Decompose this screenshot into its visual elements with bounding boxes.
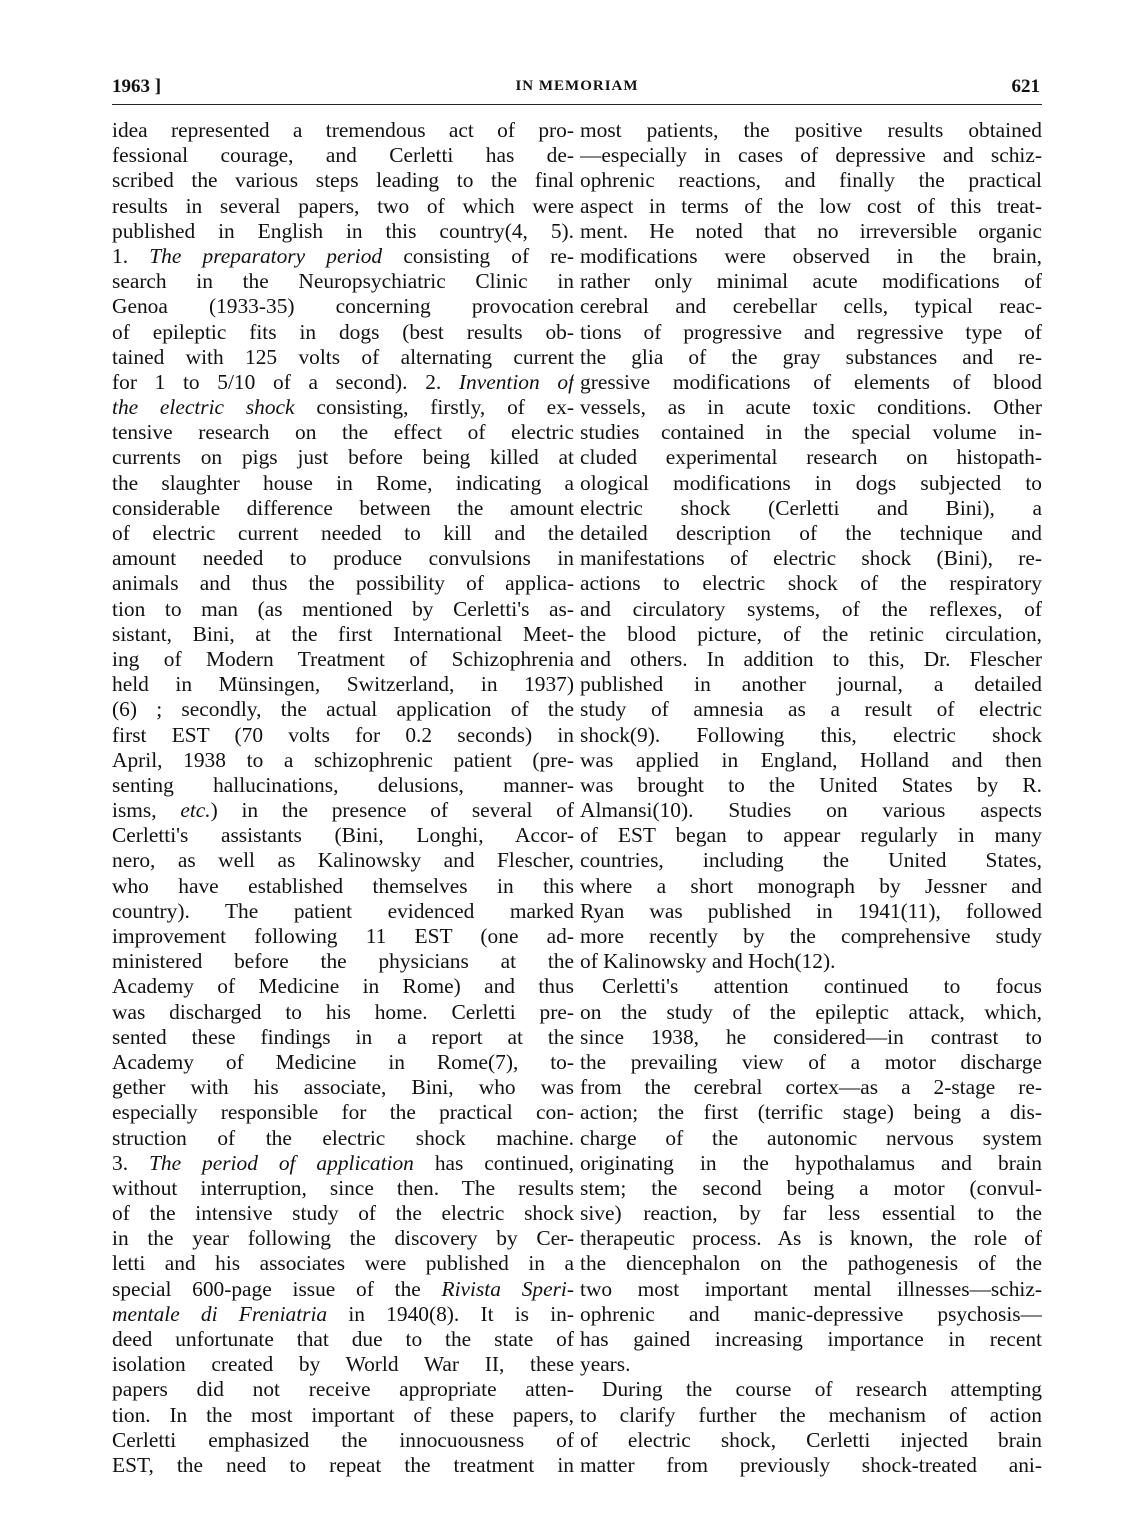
text-segment: for 1 to 5/10 of a second). 2. [112, 369, 459, 394]
text-line [580, 697, 1042, 722]
text-line [580, 1050, 1042, 1075]
text-segment: on the study of the epileptic attack, which, [580, 999, 1042, 1024]
text-line [112, 622, 574, 647]
text-segment: electric shock (Cerletti and Bini), a [580, 495, 1042, 520]
left-column [112, 118, 574, 1478]
text-line [112, 1251, 574, 1276]
text-line [112, 1226, 574, 1251]
text-segment: considerable difference between the amount [112, 495, 574, 520]
text-segment: cerebral and cerebellar cells, typical reac- [580, 294, 1042, 319]
text-segment: more recently by the comprehensive study [580, 924, 1042, 948]
text-line [580, 370, 1042, 395]
text-segment: currents on pigs just before being killed at [112, 445, 574, 470]
text-segment: has continued, [413, 1150, 574, 1175]
text-segment: Genoa (1933-35) concerning provocation [112, 294, 574, 319]
text-line [580, 244, 1042, 269]
text-line [112, 1025, 574, 1050]
text-line [112, 320, 574, 345]
text-segment: to clarify further the mechanism of action [580, 1402, 1042, 1427]
text-segment: cluded experimental research on histopath- [580, 445, 1042, 470]
text-segment: matter from previously shock-treated ani- [580, 1452, 1042, 1477]
text-segment: consisting of re- [382, 243, 574, 268]
text-line [580, 546, 1042, 571]
text-segment: the slaughter house in Rome, indicating a [112, 470, 574, 495]
text-line [580, 1025, 1042, 1050]
text-line [112, 723, 574, 748]
text-segment: consisting, firstly, of ex- [294, 395, 574, 420]
text-line [580, 647, 1042, 672]
text-segment: actions to electric shock of the respiratory [580, 571, 1042, 596]
text-line [112, 748, 574, 773]
text-segment: ) in the presence of several of [210, 798, 574, 823]
text-segment: shock(9). Following this, electric shock [580, 722, 1042, 747]
text-segment: published in English in this country(4, 5). [112, 218, 574, 243]
text-line [580, 219, 1042, 244]
text-line [112, 647, 574, 672]
text-line [580, 168, 1042, 193]
text-line [112, 1428, 574, 1453]
text-line [580, 597, 1042, 622]
text-segment: 1. [112, 243, 150, 268]
text-segment: aspect in terms of the low cost of this treat- [580, 193, 1042, 218]
text-line [112, 798, 574, 823]
text-segment: the glia of the gray substances and re- [580, 344, 1042, 369]
text-line [580, 420, 1042, 445]
text-segment: Almansi(10). Studies on various aspects [580, 798, 1042, 823]
text-line [580, 1226, 1042, 1251]
text-segment: improvement following 11 EST (one ad- [112, 924, 574, 948]
text-segment: letti and his associates were published in a [112, 1251, 574, 1276]
text-segment: where a short monograph by Jessner and [580, 873, 1042, 898]
text-line [580, 345, 1042, 370]
text-segment: ological modifications in dogs subjected to [580, 470, 1042, 495]
text-line [112, 924, 574, 949]
text-line [580, 622, 1042, 647]
text-line [580, 445, 1042, 470]
text-segment: in the year following the discovery by Cer- [112, 1226, 574, 1251]
text-segment: rather only minimal acute modifications of [580, 269, 1042, 294]
text-segment: Cerletti's assistants (Bini, Longhi, Accor- [112, 823, 574, 848]
italic-text: Rivista Speri- [441, 1276, 574, 1301]
text-segment: animals and thus the possibility of applica- [112, 571, 574, 596]
text-line [580, 924, 1042, 949]
text-line [112, 118, 574, 143]
text-segment: isms, [112, 798, 181, 823]
text-line [112, 143, 574, 168]
text-line [112, 597, 574, 622]
text-segment: who have established themselves in this [112, 873, 574, 898]
text-line [580, 798, 1042, 823]
text-segment: struction of the electric shock machine. [112, 1125, 574, 1150]
text-line [112, 1050, 574, 1075]
text-segment: therapeutic process. As is known, the role of [580, 1226, 1042, 1251]
text-line [112, 471, 574, 496]
text-segment: manifestations of electric shock (Bini), re- [580, 546, 1042, 571]
text-line [580, 949, 1042, 974]
text-segment: sented these findings in a report at the [112, 1024, 574, 1049]
text-line [580, 118, 1042, 143]
text-segment: papers did not receive appropriate atten- [112, 1377, 574, 1402]
text-segment: ing of Modern Treatment of Schizophrenia [112, 646, 574, 671]
text-segment: of electric current needed to kill and the [112, 521, 574, 545]
text-segment: and others. In addition to this, Dr. Flescher [580, 646, 1042, 671]
text-segment: originating in the hypothalamus and brain [580, 1150, 1042, 1175]
text-line [580, 269, 1042, 294]
text-line [112, 672, 574, 697]
text-segment: Academy of Medicine in Rome(7), to- [112, 1049, 574, 1074]
text-line [580, 320, 1042, 345]
text-line [112, 1075, 574, 1100]
text-segment: sistant, Bini, at the first International Meet- [112, 621, 574, 646]
text-segment: ment. He noted that no irreversible organic [580, 218, 1042, 243]
text-segment: During the course of research attempting [602, 1377, 1042, 1402]
text-segment: modifications were observed in the brain, [580, 243, 1042, 268]
text-segment: nero, as well as Kalinowsky and Flescher, [112, 848, 574, 873]
text-line [112, 269, 574, 294]
text-line [580, 1302, 1042, 1327]
text-line [580, 194, 1042, 219]
text-line [580, 1453, 1042, 1478]
text-line [112, 1176, 574, 1201]
italic-text: The preparatory period [149, 243, 383, 268]
text-line [112, 370, 574, 395]
text-segment: Academy of Medicine in Rome) and thus [112, 974, 574, 999]
text-segment: study of amnesia as a result of electric [580, 697, 1042, 722]
text-segment: was brought to the United States by R. [580, 772, 1042, 797]
text-segment: the blood picture, of the retinic circulation, [580, 621, 1042, 646]
text-line [112, 823, 574, 848]
text-segment: gressive modifications of elements of blood [580, 369, 1042, 394]
text-line [112, 1327, 574, 1352]
text-segment: from the cerebral cortex—as a 2-stage re- [580, 1075, 1042, 1100]
text-segment: studies contained in the special volume in- [580, 420, 1042, 445]
text-line [112, 168, 574, 193]
text-segment: the prevailing view of a motor discharge [580, 1049, 1042, 1074]
text-line [580, 974, 1042, 999]
text-segment: tion. In the most important of these papers, [112, 1402, 574, 1427]
text-segment: ophrenic and manic-depressive psychosis— [580, 1301, 1042, 1326]
text-line [112, 848, 574, 873]
text-line [580, 848, 1042, 873]
text-segment: in 1940(8). It is in- [327, 1301, 574, 1326]
text-line [112, 1453, 574, 1478]
text-line [112, 874, 574, 899]
text-line [580, 1277, 1042, 1302]
text-segment: of electric shock, Cerletti injected brain [580, 1427, 1042, 1452]
text-line [112, 899, 574, 924]
text-line [112, 1000, 574, 1025]
italic-text: the electric shock [112, 395, 295, 420]
text-segment: of Kalinowsky and Hoch(12). [580, 949, 836, 974]
text-line [580, 899, 1042, 924]
text-segment: first EST (70 volts for 0.2 seconds) in [112, 722, 574, 747]
text-segment: special 600-page issue of the [112, 1276, 442, 1301]
text-line [580, 1377, 1042, 1402]
text-line [112, 1377, 574, 1402]
text-segment: held in Münsingen, Switzerland, in 1937) [112, 672, 574, 697]
text-segment: charge of the autonomic nervous system [580, 1125, 1042, 1150]
text-line [112, 546, 574, 571]
text-line [112, 1302, 574, 1327]
text-line [580, 1352, 1042, 1377]
text-segment: published in another journal, a detailed [580, 672, 1042, 697]
text-segment: Ryan was published in 1941(11), followed [580, 898, 1042, 923]
text-segment: of epileptic fits in dogs (best results ob- [112, 319, 574, 344]
text-line [112, 1126, 574, 1151]
text-segment: of EST began to appear regularly in many [580, 823, 1042, 848]
text-segment: search in the Neuropsychiatric Clinic in [112, 269, 574, 294]
text-segment: was applied in England, Holland and then [580, 747, 1042, 772]
page-number: 621 [1011, 76, 1040, 97]
text-line [580, 1201, 1042, 1226]
running-header [112, 76, 1042, 105]
italic-text: mentale di Freniatria [112, 1301, 328, 1326]
text-line [580, 1176, 1042, 1201]
text-segment: idea represented a tremendous act of pro- [112, 118, 574, 142]
text-segment: scribed the various steps leading to the final [112, 168, 574, 193]
text-line [580, 496, 1042, 521]
text-line [580, 1000, 1042, 1025]
text-segment: was discharged to his home. Cerletti pre- [112, 999, 574, 1024]
right-column [580, 118, 1042, 1478]
text-segment: senting hallucinations, delusions, manner- [112, 772, 574, 797]
text-segment: amount needed to produce convulsions in [112, 546, 574, 571]
italic-text: The period of application [149, 1150, 414, 1175]
text-line [112, 194, 574, 219]
text-line [580, 1403, 1042, 1428]
text-segment: and circulatory systems, of the reflexes, of [580, 596, 1042, 621]
text-segment: isolation created by World War II, these [112, 1352, 574, 1377]
text-line [580, 748, 1042, 773]
text-segment: sive) reaction, by far less essential to the [580, 1201, 1042, 1226]
text-segment: (6) ; secondly, the actual application of the [112, 697, 574, 722]
text-segment: has gained increasing importance in recent [580, 1327, 1042, 1351]
text-line [580, 874, 1042, 899]
text-segment: 3. [112, 1150, 149, 1175]
text-line [580, 1126, 1042, 1151]
text-segment: results in several papers, two of which were [112, 193, 574, 218]
text-line [580, 773, 1042, 798]
italic-text: Invention of [458, 369, 574, 394]
text-line [112, 521, 574, 546]
text-segment: especially responsible for the practical con- [112, 1100, 574, 1125]
text-segment: tion to man (as mentioned by Cerletti's as- [112, 596, 574, 621]
text-segment: of the intensive study of the electric shock [112, 1201, 574, 1226]
text-segment: tions of progressive and regressive type of [580, 319, 1042, 344]
text-segment: Cerletti's attention continued to focus [602, 974, 1042, 999]
text-segment: stem; the second being a motor (convul- [580, 1175, 1042, 1200]
text-line [580, 1075, 1042, 1100]
text-segment: two most important mental illnesses—schiz- [580, 1276, 1042, 1301]
text-line [112, 1403, 574, 1428]
text-line [580, 1251, 1042, 1276]
text-line [580, 294, 1042, 319]
text-segment: country). The patient evidenced marked [112, 898, 574, 923]
text-line [580, 1428, 1042, 1453]
italic-text: etc. [180, 798, 211, 823]
text-segment: detailed description of the technique and [580, 521, 1042, 545]
text-segment: fessional courage, and Cerletti has de- [112, 143, 574, 168]
text-segment: tained with 125 volts of alternating current [112, 344, 574, 369]
text-line [580, 521, 1042, 546]
text-segment: vessels, as in acute toxic conditions. Other [580, 395, 1042, 420]
text-line [112, 1352, 574, 1377]
text-segment: ministered before the physicians at the [112, 949, 574, 974]
text-line [580, 1327, 1042, 1352]
text-segment: since 1938, he considered—in contrast to [580, 1024, 1042, 1049]
text-segment: countries, including the United States, [580, 848, 1042, 873]
text-segment: years. [580, 1352, 631, 1377]
text-segment: ophrenic reactions, and finally the practical [580, 168, 1042, 193]
text-segment: most patients, the positive results obtained [580, 118, 1042, 142]
text-segment: gether with his associate, Bini, who was [112, 1075, 574, 1100]
text-line [112, 496, 574, 521]
text-segment: deed unfortunate that due to the state of [112, 1327, 574, 1351]
text-segment: EST, the need to repeat the treatment in [112, 1452, 574, 1477]
text-segment: tensive research on the effect of electric [112, 420, 574, 445]
text-segment: the diencephalon on the pathogenesis of the [580, 1251, 1042, 1276]
text-line [580, 143, 1042, 168]
text-line [112, 1201, 574, 1226]
text-line [112, 773, 574, 798]
text-line [580, 395, 1042, 420]
text-line [112, 571, 574, 596]
text-line [580, 471, 1042, 496]
text-segment: Cerletti emphasized the innocuousness of [112, 1427, 574, 1452]
text-segment: —especially in cases of depressive and schiz- [580, 143, 1042, 168]
text-line [112, 974, 574, 999]
text-line [112, 420, 574, 445]
text-segment: without interruption, since then. The results [112, 1175, 574, 1200]
text-line [112, 1100, 574, 1125]
text-line [112, 345, 574, 370]
text-line [112, 1277, 574, 1302]
text-line [112, 219, 574, 244]
text-segment: April, 1938 to a schizophrenic patient (pre- [112, 747, 574, 772]
text-segment: action; the first (terrific stage) being a dis- [580, 1100, 1042, 1125]
text-line [580, 571, 1042, 596]
text-line [112, 949, 574, 974]
text-line [580, 723, 1042, 748]
text-line [112, 445, 574, 470]
text-line [112, 697, 574, 722]
text-line [112, 395, 574, 420]
text-line [580, 1151, 1042, 1176]
text-line [112, 244, 574, 269]
text-line [580, 672, 1042, 697]
text-line [580, 823, 1042, 848]
text-line [580, 1100, 1042, 1125]
text-line [112, 1151, 574, 1176]
header-year: 1963 ] [112, 76, 162, 97]
running-title: IN MEMORIAM [515, 78, 639, 94]
text-line [112, 294, 574, 319]
